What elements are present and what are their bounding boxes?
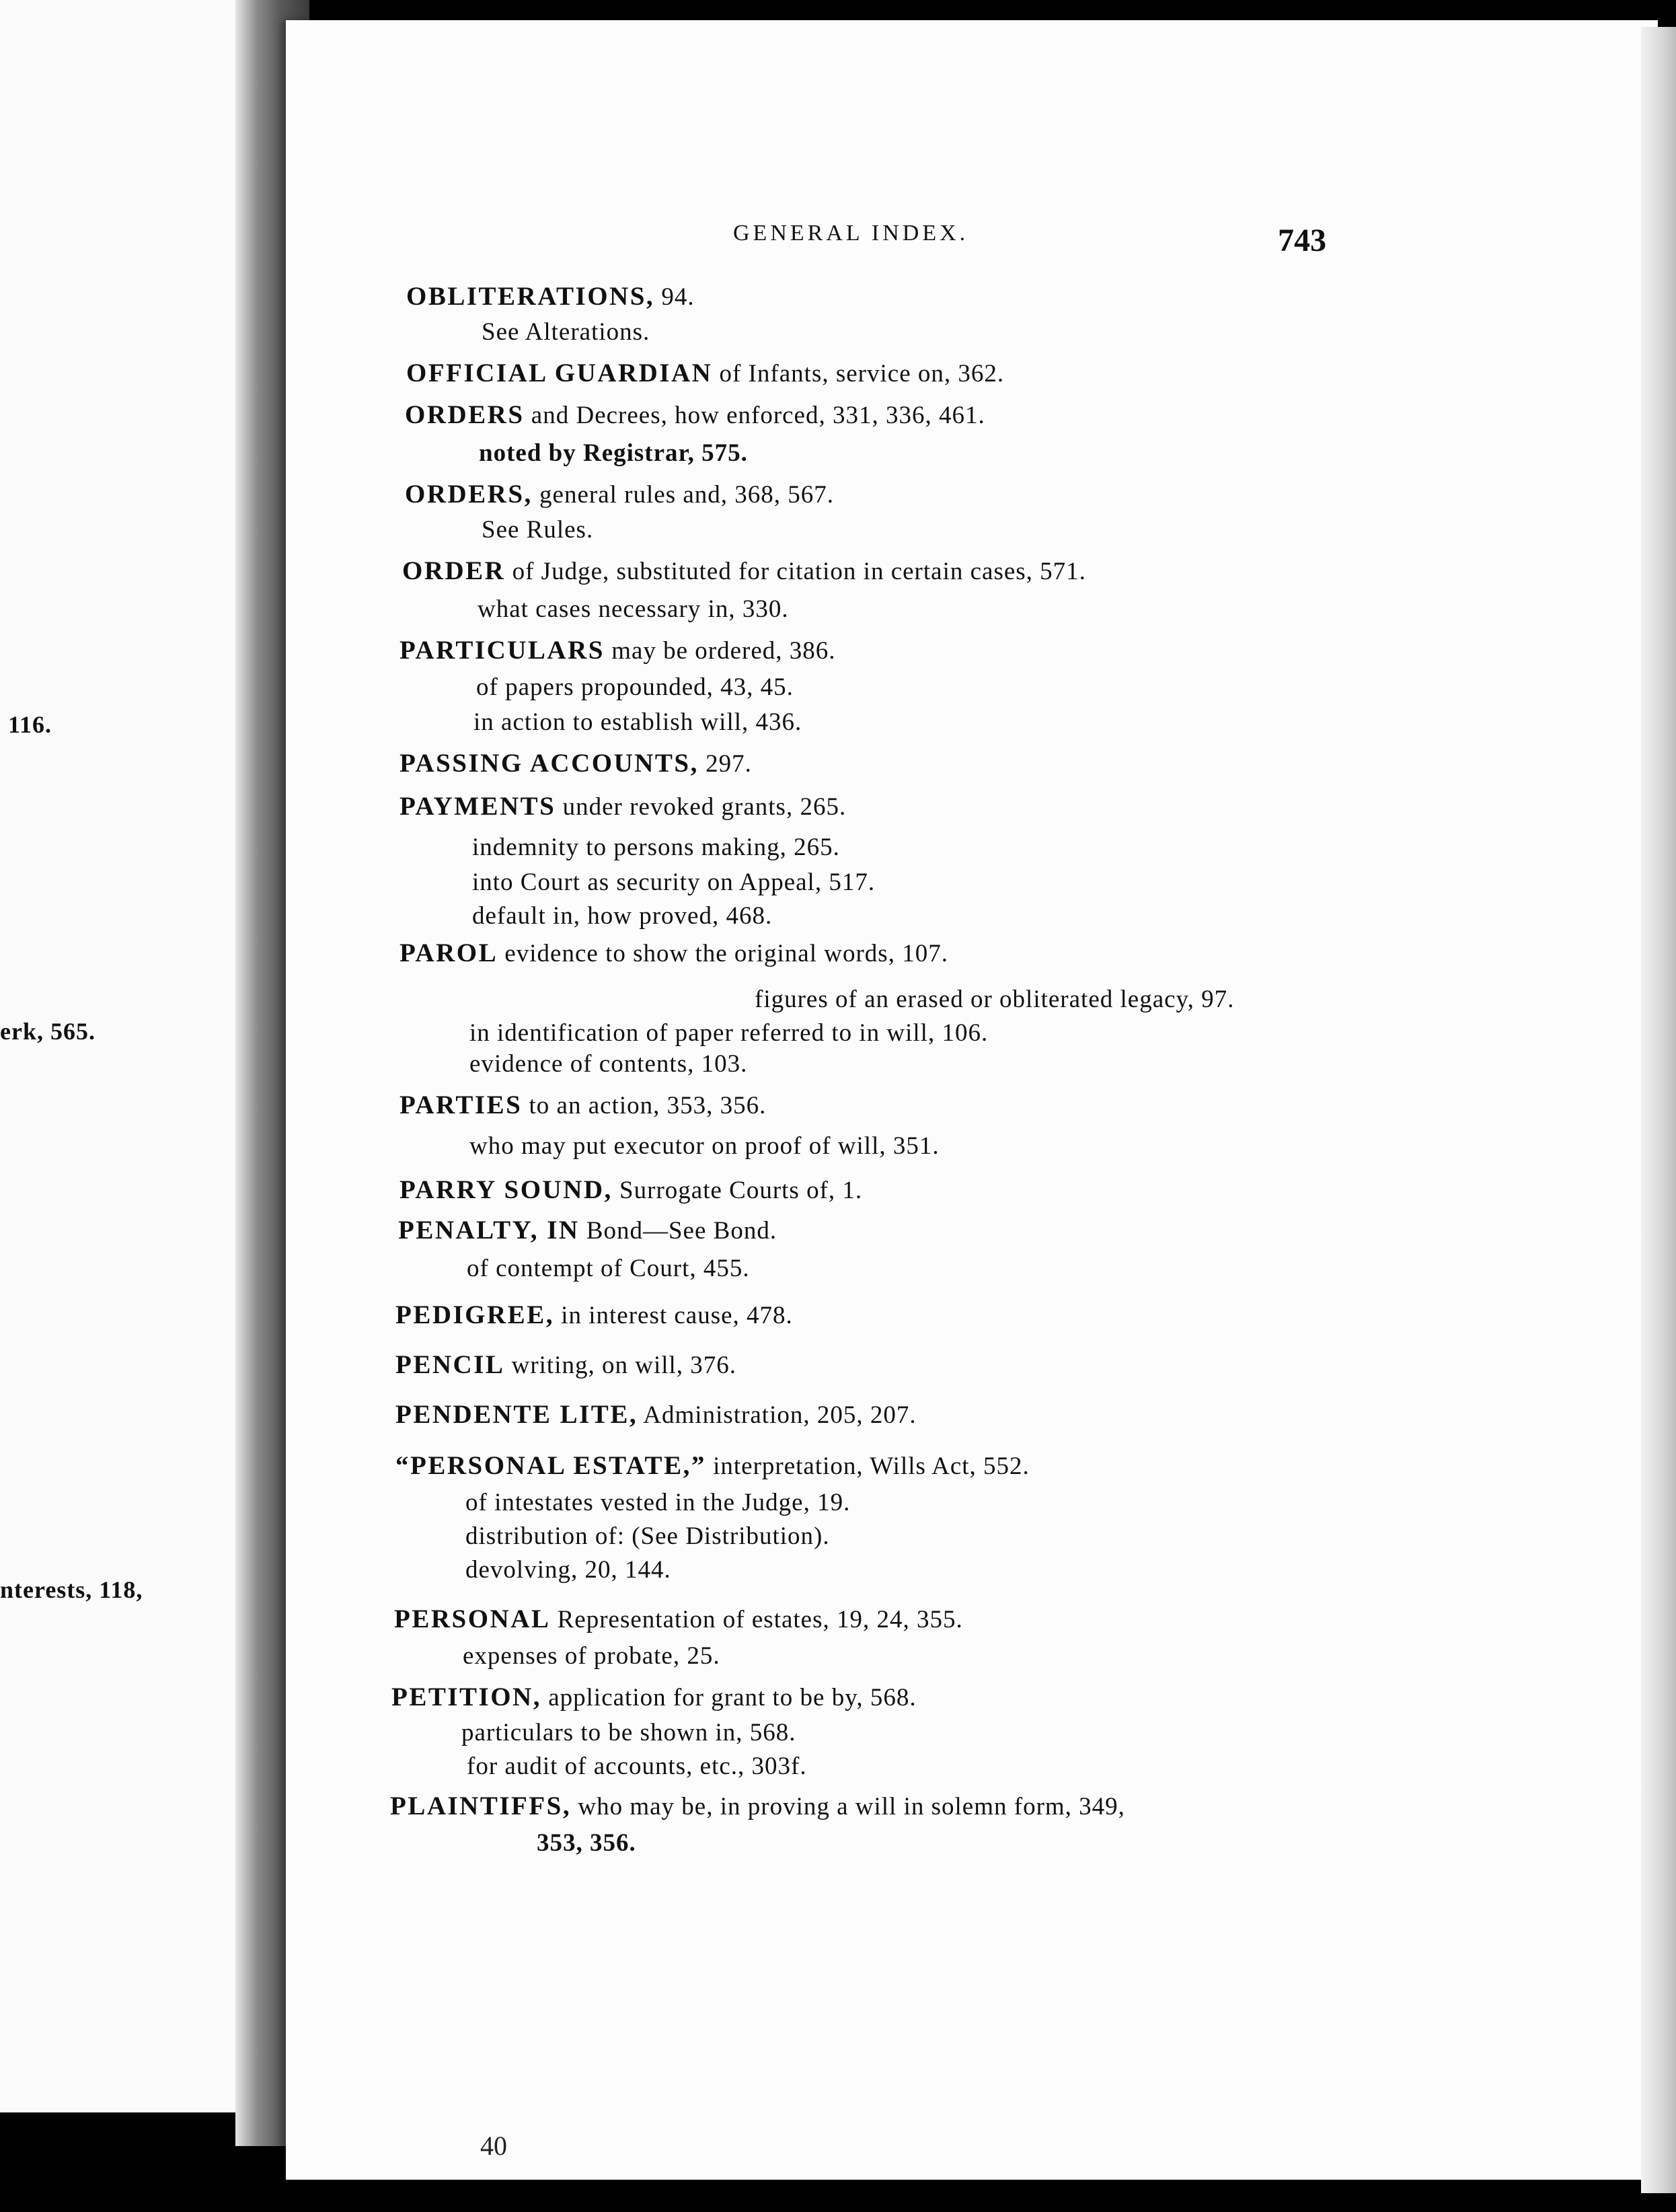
running-head: GENERAL INDEX. xyxy=(733,221,969,246)
index-subentry: figures of an erased or obliterated legacy, 97. xyxy=(755,986,1235,1013)
index-entry: ORDERS and Decrees, how enforced, 331, 336, 461. xyxy=(405,400,985,429)
index-subentry: default in, how proved, 468. xyxy=(472,902,773,930)
index-subentry: for audit of accounts, etc., 303f. xyxy=(467,1753,807,1780)
index-entry: PASSING ACCOUNTS, 297. xyxy=(399,749,752,778)
index-entry: ORDERS, general rules and, 368, 567. xyxy=(405,480,835,509)
index-subentry: devolving, 20, 144. xyxy=(465,1556,671,1584)
index-subentry: expenses of probate, 25. xyxy=(463,1642,720,1670)
index-entry: PARTIES to an action, 353, 356. xyxy=(399,1091,767,1119)
index-entry: PARRY SOUND, Surrogate Courts of, 1. xyxy=(399,1175,863,1204)
index-entry: PENDENTE LITE, Administration, 205, 207. xyxy=(395,1400,917,1429)
index-subentry: See Alterations. xyxy=(482,318,650,346)
index-entry: PERSONAL Representation of estates, 19, 24, 355. xyxy=(394,1605,963,1633)
index-entry: PETITION, application for grant to be by, 568. xyxy=(391,1683,917,1711)
left-page-fragment: erk, 565. xyxy=(0,1018,96,1045)
left-page-fragment: 116. xyxy=(8,711,52,738)
index-subentry: noted by Registrar, 575. xyxy=(479,439,748,467)
index-subentry: in identification of paper referred to in will, 106. xyxy=(469,1019,989,1047)
index-subentry: particulars to be shown in, 568. xyxy=(461,1719,796,1746)
index-entry: PENCIL writing, on will, 376. xyxy=(395,1350,737,1379)
index-entry: OFFICIAL GUARDIAN of Infants, service on, 362. xyxy=(406,359,1005,388)
index-subentry: of contempt of Court, 455. xyxy=(467,1255,750,1282)
index-subentry: evidence of contents, 103. xyxy=(469,1050,748,1078)
index-subentry: of papers propounded, 43, 45. xyxy=(476,673,794,701)
left-page-fragment: nterests, 118, xyxy=(0,1576,143,1603)
page-number: 743 xyxy=(1278,223,1326,258)
index-subentry: 353, 356. xyxy=(537,1829,636,1857)
index-entry: OBLITERATIONS, 94. xyxy=(406,282,695,311)
index-entry: PLAINTIFFS, who may be, in proving a will in solemn form, 349, xyxy=(390,1792,1125,1820)
index-entry: ORDER of Judge, substituted for citation in certain cases, 571. xyxy=(402,556,1086,585)
index-subentry: distribution of: (See Distribution). xyxy=(465,1522,830,1550)
index-subentry: of intestates vested in the Judge, 19. xyxy=(465,1489,851,1516)
index-subentry: into Court as security on Appeal, 517. xyxy=(472,869,876,896)
index-entry: PAROL evidence to show the original words, 107. xyxy=(399,938,948,967)
index-subentry: See Rules. xyxy=(482,516,594,544)
index-subentry: in action to establish will, 436. xyxy=(473,708,802,736)
index-entry: PENALTY, IN Bond—See Bond. xyxy=(398,1216,777,1245)
index-subentry: who may put executor on proof of will, 351. xyxy=(469,1132,940,1160)
index-entry: “PERSONAL ESTATE,” interpretation, Wills Act, 552. xyxy=(395,1451,1030,1480)
bottom-mark: 40 xyxy=(480,2131,507,2161)
index-entry: PEDIGREE, in interest cause, 478. xyxy=(395,1300,793,1329)
index-subentry: indemnity to persons making, 265. xyxy=(472,834,840,861)
index-entry: PARTICULARS may be ordered, 386. xyxy=(399,636,836,665)
index-subentry: what cases necessary in, 330. xyxy=(478,595,789,623)
index-entry: PAYMENTS under revoked grants, 265. xyxy=(399,792,847,821)
